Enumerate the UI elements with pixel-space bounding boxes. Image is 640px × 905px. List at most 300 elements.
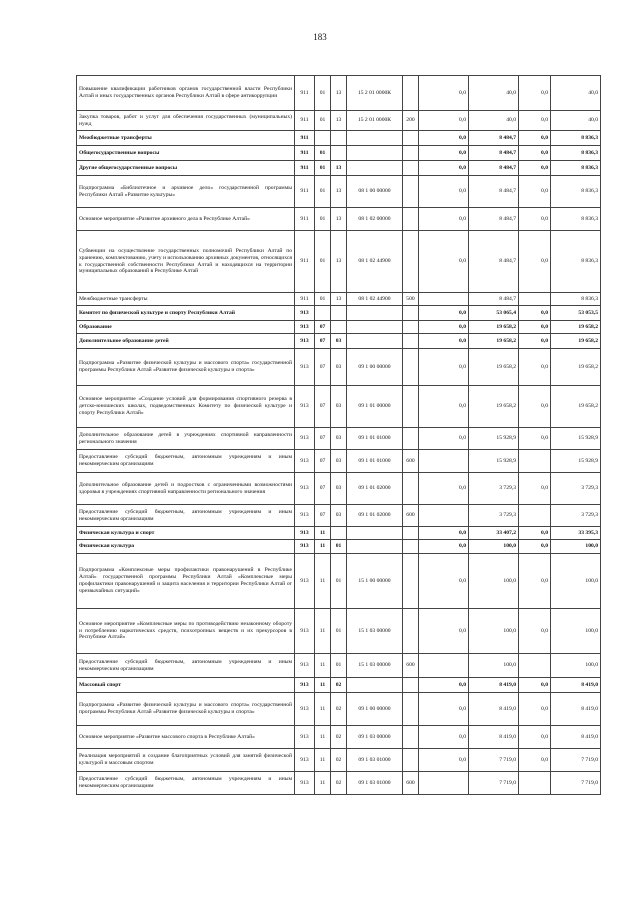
section-code: 01 [315, 146, 331, 161]
grbs-code: 913 [295, 386, 315, 428]
table-row [77, 554, 601, 609]
row-name: Предоставление субсидий бюджетным, автономным учреждениям и иным некоммерческим организациям [77, 505, 295, 527]
row-name: Дополнительное образование детей [77, 334, 295, 349]
amount-3 [519, 505, 551, 527]
amount-2: 8 419,0 [469, 726, 519, 749]
target-article-code: 08 1 00 00000 [347, 176, 403, 208]
grbs-code: 913 [295, 428, 315, 450]
amount-2: 19 658,2 [469, 386, 519, 428]
grbs-code: 913 [295, 609, 315, 654]
amount-4: 19 658,2 [551, 349, 601, 386]
grbs-code: 911 [295, 293, 315, 306]
amount-4: 19 658,2 [551, 386, 601, 428]
subsection-code: 03 [331, 450, 347, 473]
subsection-code [331, 131, 347, 146]
amount-3: 0,0 [519, 306, 551, 321]
table-row [77, 749, 601, 772]
amount-4: 3 729,3 [551, 505, 601, 527]
target-article-code: 09 1 01 02000 [347, 473, 403, 505]
grbs-code: 911 [295, 161, 315, 176]
target-article-code [347, 678, 403, 693]
subsection-code: 01 [331, 554, 347, 609]
amount-1: 0,0 [419, 231, 469, 293]
amount-3: 0,0 [519, 111, 551, 131]
row-name: Основное мероприятие «Создание условий для формирования спортивного резерва в детско-юношеских школах, подведомственных Комитету по физической культуре и спорту Республики Алтай» [77, 386, 295, 428]
expense-type-code [403, 540, 419, 554]
amount-3: 0,0 [519, 334, 551, 349]
target-article-code: 09 1 03 01000 [347, 772, 403, 795]
table-row [77, 772, 601, 795]
grbs-code: 911 [295, 231, 315, 293]
amount-1 [419, 654, 469, 678]
amount-4: 8 836,3 [551, 146, 601, 161]
row-name: Массовый спорт [77, 678, 295, 693]
grbs-code: 913 [295, 306, 315, 321]
table-row [77, 176, 601, 208]
amount-1: 0,0 [419, 306, 469, 321]
amount-3: 0,0 [519, 609, 551, 654]
target-article-code: 15 1 03 00000 [347, 609, 403, 654]
row-name: Предоставление субсидий бюджетным, автономным учреждениям и иным некоммерческим организациям [77, 450, 295, 473]
page-number: 183 [313, 32, 327, 42]
expense-type-code: 200 [403, 111, 419, 131]
section-code: 01 [315, 176, 331, 208]
table-row [77, 450, 601, 473]
expense-type-code [403, 428, 419, 450]
target-article-code: 09 1 03 01000 [347, 749, 403, 772]
amount-3: 0,0 [519, 131, 551, 146]
subsection-code: 01 [331, 654, 347, 678]
section-code: 11 [315, 726, 331, 749]
target-article-code: 15 1 00 00000 [347, 554, 403, 609]
section-code: 11 [315, 678, 331, 693]
amount-1: 0,0 [419, 161, 469, 176]
section-code: 11 [315, 654, 331, 678]
amount-2: 7 719,0 [469, 772, 519, 795]
amount-2: 8 484,7 [469, 231, 519, 293]
amount-3: 0,0 [519, 428, 551, 450]
target-article-code: 15 1 03 00000 [347, 654, 403, 678]
amount-3: 0,0 [519, 76, 551, 111]
amount-1: 0,0 [419, 609, 469, 654]
amount-2: 8 419,0 [469, 678, 519, 693]
amount-3: 0,0 [519, 540, 551, 554]
expense-type-code [403, 678, 419, 693]
target-article-code [347, 334, 403, 349]
amount-3 [519, 450, 551, 473]
subsection-code [331, 306, 347, 321]
amount-1: 0,0 [419, 334, 469, 349]
amount-2: 19 658,2 [469, 321, 519, 334]
expense-type-code [403, 527, 419, 540]
amount-3 [519, 293, 551, 306]
amount-4: 100,0 [551, 554, 601, 609]
amount-4: 8 419,0 [551, 678, 601, 693]
target-article-code: 09 1 00 00000 [347, 693, 403, 726]
amount-1: 0,0 [419, 208, 469, 231]
row-name: Физическая культура и спорт [77, 527, 295, 540]
amount-4: 7 719,0 [551, 749, 601, 772]
expense-type-code [403, 334, 419, 349]
amount-2: 53 065,4 [469, 306, 519, 321]
section-code: 07 [315, 473, 331, 505]
amount-1 [419, 505, 469, 527]
section-code: 07 [315, 321, 331, 334]
amount-4: 7 719,0 [551, 772, 601, 795]
budget-table [76, 75, 601, 795]
amount-1: 0,0 [419, 678, 469, 693]
amount-2: 40,0 [469, 111, 519, 131]
expense-type-code [403, 161, 419, 176]
amount-1 [419, 450, 469, 473]
grbs-code: 913 [295, 554, 315, 609]
row-name: Субвенции на осуществление государственных полномочий Республики Алтай по хранению, комплектованию, учету и использованию архивных документов, относящихся к государственной собственности Республики Алтай и находящихся на территории муниципальных образований в Республике Алтай [77, 231, 295, 293]
expense-type-code [403, 349, 419, 386]
amount-2: 19 658,2 [469, 349, 519, 386]
subsection-code: 02 [331, 726, 347, 749]
amount-4: 19 658,2 [551, 334, 601, 349]
section-code: 11 [315, 749, 331, 772]
expense-type-code [403, 693, 419, 726]
grbs-code: 913 [295, 473, 315, 505]
expense-type-code [403, 749, 419, 772]
grbs-code: 913 [295, 772, 315, 795]
row-name: Предоставление субсидий бюджетным, автономным учреждениям и иным некоммерческим организациям [77, 654, 295, 678]
amount-1: 0,0 [419, 554, 469, 609]
amount-2: 8 484,7 [469, 293, 519, 306]
section-code: 01 [315, 293, 331, 306]
amount-3: 0,0 [519, 161, 551, 176]
section-code: 11 [315, 554, 331, 609]
row-name: Дополнительное образование детей в учреждениях спортивной направленности регионального значения [77, 428, 295, 450]
expense-type-code: 500 [403, 293, 419, 306]
expense-type-code [403, 176, 419, 208]
table-row [77, 609, 601, 654]
table-row [77, 208, 601, 231]
amount-2: 8 484,7 [469, 131, 519, 146]
table-row [77, 505, 601, 527]
row-name: Образование [77, 321, 295, 334]
amount-4: 33 395,3 [551, 527, 601, 540]
section-code: 07 [315, 349, 331, 386]
expense-type-code [403, 609, 419, 654]
amount-2: 3 729,3 [469, 505, 519, 527]
amount-2: 100,0 [469, 654, 519, 678]
amount-1: 0,0 [419, 76, 469, 111]
grbs-code: 911 [295, 146, 315, 161]
amount-1 [419, 772, 469, 795]
subsection-code [331, 527, 347, 540]
amount-3: 0,0 [519, 321, 551, 334]
subsection-code: 03 [331, 505, 347, 527]
amount-3: 0,0 [519, 678, 551, 693]
subsection-code: 02 [331, 678, 347, 693]
grbs-code: 913 [295, 505, 315, 527]
table-row [77, 111, 601, 131]
section-code: 07 [315, 386, 331, 428]
section-code: 11 [315, 772, 331, 795]
table-row [77, 76, 601, 111]
amount-2: 8 419,0 [469, 693, 519, 726]
table-row [77, 473, 601, 505]
table-row [77, 726, 601, 749]
row-name: Физическая культура [77, 540, 295, 554]
section-code: 01 [315, 111, 331, 131]
grbs-code: 911 [295, 131, 315, 146]
grbs-code: 913 [295, 749, 315, 772]
subsection-code: 02 [331, 693, 347, 726]
subsection-code: 01 [331, 540, 347, 554]
table-row [77, 306, 601, 321]
target-article-code: 08 1 02 00000 [347, 208, 403, 231]
row-name: Основное мероприятие «Комплексные меры по противодействию незаконному обороту и потреблению наркотических средств, психотропных веществ и их прекурсоров в Республике Алтай» [77, 609, 295, 654]
subsection-code: 02 [331, 772, 347, 795]
amount-4: 100,0 [551, 609, 601, 654]
amount-3 [519, 772, 551, 795]
target-article-code [347, 161, 403, 176]
row-name: Основное мероприятие «Развитие архивного дела в Республике Алтай» [77, 208, 295, 231]
amount-3: 0,0 [519, 693, 551, 726]
target-article-code: 15 2 01 0000К [347, 76, 403, 111]
expense-type-code: 600 [403, 772, 419, 795]
amount-2: 15 928,9 [469, 450, 519, 473]
target-article-code: 09 1 01 02000 [347, 505, 403, 527]
table-row [77, 146, 601, 161]
subsection-code: 01 [331, 609, 347, 654]
table-row [77, 293, 601, 306]
subsection-code [331, 146, 347, 161]
amount-1: 0,0 [419, 749, 469, 772]
amount-1: 0,0 [419, 386, 469, 428]
amount-3: 0,0 [519, 749, 551, 772]
amount-4: 19 658,2 [551, 321, 601, 334]
subsection-code: 02 [331, 749, 347, 772]
grbs-code: 911 [295, 208, 315, 231]
grbs-code: 911 [295, 176, 315, 208]
amount-3: 0,0 [519, 386, 551, 428]
amount-4: 100,0 [551, 654, 601, 678]
section-code: 01 [315, 231, 331, 293]
amount-4: 8 836,3 [551, 293, 601, 306]
expense-type-code [403, 146, 419, 161]
amount-2: 8 484,7 [469, 161, 519, 176]
amount-3: 0,0 [519, 146, 551, 161]
amount-1 [419, 293, 469, 306]
expense-type-code [403, 231, 419, 293]
section-code: 11 [315, 527, 331, 540]
expense-type-code [403, 208, 419, 231]
table-row [77, 231, 601, 293]
amount-3 [519, 654, 551, 678]
table-row [77, 428, 601, 450]
amount-2: 19 658,2 [469, 334, 519, 349]
amount-1: 0,0 [419, 527, 469, 540]
amount-4: 8 836,3 [551, 231, 601, 293]
grbs-code: 913 [295, 540, 315, 554]
subsection-code: 13 [331, 76, 347, 111]
row-name: Закупка товаров, работ и услуг для обеспечения государственных (муниципальных) нужд [77, 111, 295, 131]
row-name: Реализация мероприятий и создание благоприятных условий для занятий физической культурой и массовым спортом [77, 749, 295, 772]
amount-4: 40,0 [551, 76, 601, 111]
row-name: Межбюджетные трансферты [77, 131, 295, 146]
subsection-code: 13 [331, 208, 347, 231]
grbs-code: 913 [295, 726, 315, 749]
table-row [77, 678, 601, 693]
table-row [77, 540, 601, 554]
subsection-code: 03 [331, 428, 347, 450]
grbs-code: 913 [295, 654, 315, 678]
table-row [77, 131, 601, 146]
row-name: Другие общегосударственные вопросы [77, 161, 295, 176]
row-name: Подпрограмма «Комплексные меры профилактики правонарушений в Республике Алтай» государственной программы Республики Алтай «Комплексные меры профилактики правонарушений и защита населения и территории Республики Алтай от чрезвычайных ситуаций» [77, 554, 295, 609]
amount-3: 0,0 [519, 473, 551, 505]
amount-2: 100,0 [469, 609, 519, 654]
amount-3: 0,0 [519, 726, 551, 749]
amount-1: 0,0 [419, 540, 469, 554]
subsection-code: 13 [331, 176, 347, 208]
amount-2: 3 729,3 [469, 473, 519, 505]
section-code: 01 [315, 161, 331, 176]
section-code: 07 [315, 450, 331, 473]
amount-2: 8 484,7 [469, 208, 519, 231]
grbs-code: 911 [295, 76, 315, 111]
target-article-code: 09 1 01 00000 [347, 386, 403, 428]
section-code: 07 [315, 505, 331, 527]
row-name: Межбюджетные трансферты [77, 293, 295, 306]
subsection-code: 13 [331, 231, 347, 293]
row-name: Повышение квалификации работников органов государственной власти Республики Алтай и иных государственных органов Республики Алтай в сфере антикоррупции [77, 76, 295, 111]
grbs-code: 913 [295, 334, 315, 349]
subsection-code [331, 321, 347, 334]
amount-4: 15 928,9 [551, 428, 601, 450]
amount-2: 100,0 [469, 554, 519, 609]
amount-4: 8 836,3 [551, 176, 601, 208]
table-row [77, 321, 601, 334]
row-name: Общегосударственные вопросы [77, 146, 295, 161]
amount-3: 0,0 [519, 208, 551, 231]
amount-2: 40,0 [469, 76, 519, 111]
section-code: 01 [315, 76, 331, 111]
amount-2: 33 407,2 [469, 527, 519, 540]
amount-1: 0,0 [419, 131, 469, 146]
section-code [315, 131, 331, 146]
row-name: Дополнительное образование детей и подростков с ограниченными возможностями здоровья в учреждениях спортивной направленности регионального значения [77, 473, 295, 505]
amount-3: 0,0 [519, 554, 551, 609]
amount-1: 0,0 [419, 146, 469, 161]
row-name: Подпрограмма «Развитие физической культуры и массового спорта» государственной программы Республики Алтай «Развитие физической культуры и спорта» [77, 693, 295, 726]
section-code: 11 [315, 693, 331, 726]
table-row [77, 527, 601, 540]
target-article-code: 09 1 03 00000 [347, 726, 403, 749]
row-name: Основное мероприятие «Развитие массового спорта в Республике Алтай» [77, 726, 295, 749]
target-article-code: 09 1 01 01000 [347, 450, 403, 473]
grbs-code: 913 [295, 321, 315, 334]
amount-4: 3 729,3 [551, 473, 601, 505]
expense-type-code: 600 [403, 450, 419, 473]
amount-3: 0,0 [519, 231, 551, 293]
amount-4: 8 419,0 [551, 693, 601, 726]
amount-4: 8 419,0 [551, 726, 601, 749]
amount-4: 40,0 [551, 111, 601, 131]
expense-type-code [403, 473, 419, 505]
target-article-code: 09 1 01 01000 [347, 428, 403, 450]
amount-1: 0,0 [419, 726, 469, 749]
grbs-code: 913 [295, 450, 315, 473]
amount-1: 0,0 [419, 693, 469, 726]
expense-type-code [403, 306, 419, 321]
subsection-code: 03 [331, 473, 347, 505]
target-article-code [347, 321, 403, 334]
amount-1: 0,0 [419, 321, 469, 334]
section-code: 07 [315, 334, 331, 349]
amount-2: 8 484,7 [469, 176, 519, 208]
subsection-code: 13 [331, 293, 347, 306]
section-code: 11 [315, 540, 331, 554]
target-article-code: 09 1 00 00000 [347, 349, 403, 386]
row-name: Предоставление субсидий бюджетным, автономным учреждениям и иным некоммерческим организациям [77, 772, 295, 795]
expense-type-code: 600 [403, 654, 419, 678]
amount-4: 15 928,9 [551, 450, 601, 473]
amount-1: 0,0 [419, 428, 469, 450]
target-article-code [347, 306, 403, 321]
amount-3: 0,0 [519, 527, 551, 540]
expense-type-code [403, 76, 419, 111]
grbs-code: 913 [295, 349, 315, 386]
amount-3: 0,0 [519, 176, 551, 208]
amount-2: 8 484,7 [469, 146, 519, 161]
table-row [77, 654, 601, 678]
subsection-code: 13 [331, 111, 347, 131]
table-row [77, 349, 601, 386]
amount-2: 15 928,9 [469, 428, 519, 450]
amount-4: 8 836,3 [551, 131, 601, 146]
amount-2: 100,0 [469, 540, 519, 554]
expense-type-code [403, 321, 419, 334]
section-code: 01 [315, 208, 331, 231]
row-name: Комитет по физической культуре и спорту Республики Алтай [77, 306, 295, 321]
table-row [77, 693, 601, 726]
expense-type-code [403, 726, 419, 749]
amount-4: 53 053,5 [551, 306, 601, 321]
grbs-code: 913 [295, 693, 315, 726]
grbs-code: 913 [295, 678, 315, 693]
amount-2: 7 719,0 [469, 749, 519, 772]
amount-3: 0,0 [519, 349, 551, 386]
subsection-code: 03 [331, 349, 347, 386]
section-code [315, 306, 331, 321]
target-article-code [347, 131, 403, 146]
section-code: 07 [315, 428, 331, 450]
target-article-code: 08 1 02 44900 [347, 293, 403, 306]
amount-1: 0,0 [419, 111, 469, 131]
amount-4: 100,0 [551, 540, 601, 554]
expense-type-code: 600 [403, 505, 419, 527]
row-name: Подпрограмма «Библиотечное и архивное дело» государственной программы Республики Алтай «Развитие культуры» [77, 176, 295, 208]
amount-4: 8 836,3 [551, 208, 601, 231]
target-article-code: 15 2 01 0000К [347, 111, 403, 131]
expense-type-code [403, 554, 419, 609]
target-article-code [347, 146, 403, 161]
grbs-code: 913 [295, 527, 315, 540]
table-row [77, 334, 601, 349]
table-row [77, 161, 601, 176]
grbs-code: 911 [295, 111, 315, 131]
row-name: Подпрограмма «Развитие физической культуры и массового спорта» государственной программы Республики Алтай «Развитие физической культуры и спорта» [77, 349, 295, 386]
target-article-code: 08 1 02 44900 [347, 231, 403, 293]
subsection-code: 03 [331, 386, 347, 428]
subsection-code: 03 [331, 334, 347, 349]
table-row [77, 386, 601, 428]
